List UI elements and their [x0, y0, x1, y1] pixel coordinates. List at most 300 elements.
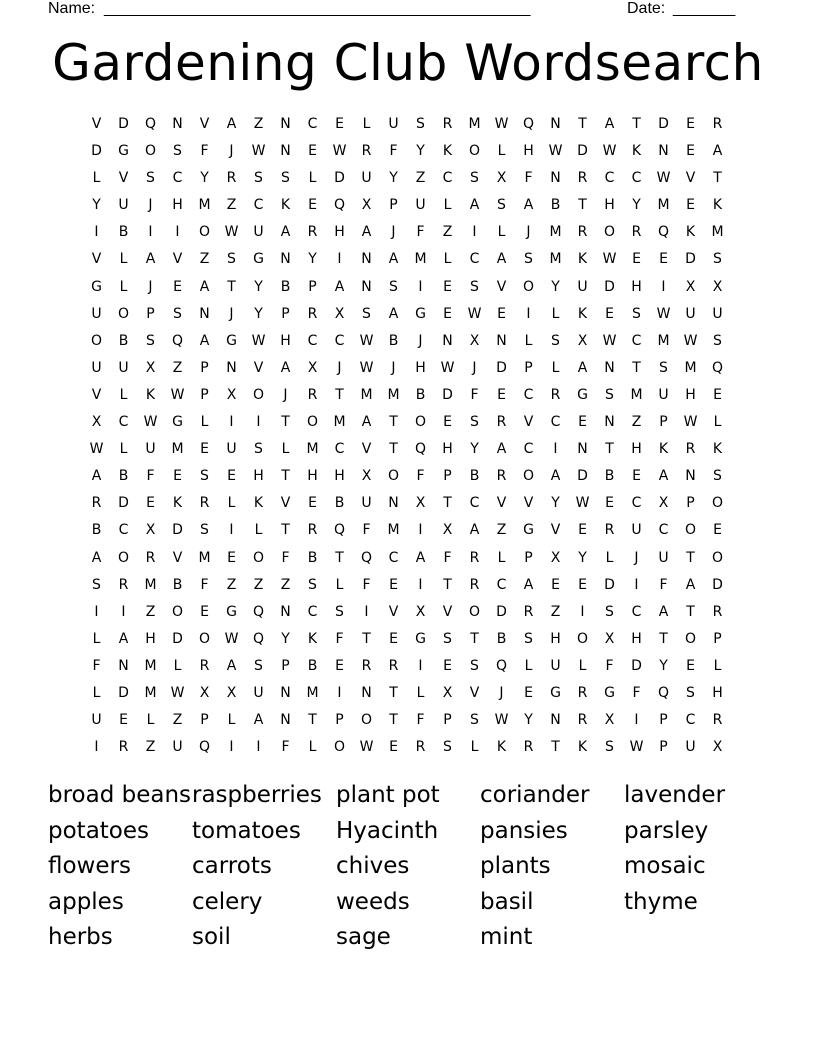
- grid-letter[interactable]: X: [604, 712, 615, 729]
- grid-letter[interactable]: S: [659, 359, 668, 376]
- grid-letter[interactable]: J: [229, 305, 234, 322]
- grid-letter[interactable]: Z: [253, 576, 264, 593]
- grid-letter[interactable]: V: [118, 170, 129, 187]
- grid-letter[interactable]: T: [389, 684, 398, 701]
- grid-letter[interactable]: U: [685, 305, 696, 322]
- grid-letter[interactable]: D: [118, 684, 129, 701]
- grid-letter[interactable]: N: [361, 251, 372, 268]
- grid-letter[interactable]: W: [251, 143, 266, 160]
- grid-letter[interactable]: L: [146, 712, 155, 729]
- grid-letter[interactable]: O: [360, 712, 373, 729]
- grid-letter[interactable]: L: [200, 414, 209, 431]
- grid-letter[interactable]: S: [443, 739, 452, 756]
- grid-letter[interactable]: X: [334, 305, 345, 322]
- grid-letter[interactable]: E: [686, 116, 695, 132]
- grid-letter[interactable]: X: [712, 278, 723, 295]
- grid-letter[interactable]: W: [359, 359, 374, 376]
- grid-letter[interactable]: M: [144, 657, 157, 674]
- grid-letter[interactable]: Z: [253, 116, 264, 132]
- grid-letter[interactable]: I: [634, 712, 639, 729]
- grid-letter[interactable]: N: [658, 143, 669, 160]
- grid-letter[interactable]: T: [389, 441, 398, 458]
- grid-letter[interactable]: Z: [631, 414, 642, 431]
- grid-letter[interactable]: O: [684, 522, 697, 539]
- grid-letter[interactable]: L: [173, 657, 182, 674]
- grid-letter[interactable]: C: [658, 522, 669, 539]
- grid-letter[interactable]: P: [659, 712, 668, 729]
- grid-letter[interactable]: X: [307, 359, 318, 376]
- grid-letter[interactable]: J: [526, 224, 531, 241]
- grid-letter[interactable]: W: [143, 414, 158, 431]
- grid-letter[interactable]: C: [685, 712, 696, 729]
- grid-letter[interactable]: F: [443, 549, 452, 566]
- grid-letter[interactable]: E: [443, 278, 452, 295]
- grid-letter[interactable]: G: [172, 414, 183, 431]
- grid-letter[interactable]: Q: [711, 359, 724, 376]
- grid-letter[interactable]: I: [418, 576, 423, 593]
- grid-letter[interactable]: K: [577, 739, 588, 756]
- grid-letter[interactable]: O: [684, 630, 697, 647]
- grid-letter[interactable]: T: [713, 170, 722, 187]
- grid-letter[interactable]: F: [659, 576, 668, 593]
- grid-letter[interactable]: O: [603, 224, 616, 241]
- grid-letter[interactable]: R: [577, 712, 588, 729]
- grid-letter[interactable]: B: [307, 657, 318, 674]
- grid-letter[interactable]: A: [280, 224, 291, 241]
- grid-letter[interactable]: F: [416, 468, 425, 485]
- grid-letter[interactable]: T: [632, 116, 641, 132]
- grid-letter[interactable]: A: [577, 359, 588, 376]
- grid-letter[interactable]: L: [470, 739, 479, 756]
- grid-letter[interactable]: W: [683, 332, 698, 349]
- grid-letter[interactable]: S: [227, 251, 236, 268]
- grid-letter[interactable]: E: [173, 278, 182, 295]
- grid-letter[interactable]: B: [550, 197, 561, 214]
- grid-letter[interactable]: R: [496, 468, 507, 485]
- grid-letter[interactable]: V: [496, 278, 507, 295]
- grid-letter[interactable]: V: [91, 386, 102, 403]
- grid-letter[interactable]: S: [443, 630, 452, 647]
- grid-letter[interactable]: F: [281, 549, 290, 566]
- grid-letter[interactable]: J: [229, 143, 234, 160]
- grid-letter[interactable]: N: [577, 441, 588, 458]
- grid-letter[interactable]: X: [604, 630, 615, 647]
- grid-letter[interactable]: X: [145, 522, 156, 539]
- grid-letter[interactable]: L: [578, 657, 587, 674]
- grid-letter[interactable]: Q: [657, 224, 670, 241]
- grid-letter[interactable]: B: [307, 549, 318, 566]
- grid-letter[interactable]: E: [443, 657, 452, 674]
- grid-letter[interactable]: T: [470, 630, 479, 647]
- grid-letter[interactable]: Z: [226, 576, 237, 593]
- grid-letter[interactable]: P: [659, 739, 668, 756]
- grid-letter[interactable]: X: [145, 359, 156, 376]
- grid-letter[interactable]: N: [442, 332, 453, 349]
- grid-letter[interactable]: H: [631, 630, 642, 647]
- grid-letter[interactable]: S: [254, 657, 263, 674]
- grid-letter[interactable]: V: [388, 603, 399, 620]
- grid-letter[interactable]: Q: [252, 630, 265, 647]
- grid-letter[interactable]: R: [199, 657, 210, 674]
- grid-letter[interactable]: U: [118, 197, 129, 214]
- date-field[interactable]: _______: [673, 0, 736, 17]
- grid-letter[interactable]: S: [308, 576, 317, 593]
- grid-letter[interactable]: S: [416, 116, 425, 132]
- grid-letter[interactable]: Y: [551, 495, 560, 512]
- grid-letter[interactable]: D: [712, 576, 723, 593]
- grid-letter[interactable]: U: [550, 657, 561, 674]
- grid-letter[interactable]: B: [496, 630, 507, 647]
- grid-letter[interactable]: R: [469, 549, 480, 566]
- grid-letter[interactable]: T: [686, 549, 695, 566]
- grid-letter[interactable]: J: [418, 332, 423, 349]
- grid-letter[interactable]: T: [686, 603, 695, 620]
- grid-letter[interactable]: N: [280, 684, 291, 701]
- grid-letter[interactable]: G: [415, 630, 426, 647]
- grid-letter[interactable]: E: [497, 386, 506, 403]
- grid-letter[interactable]: Q: [522, 116, 535, 132]
- grid-letter[interactable]: Z: [172, 712, 183, 729]
- grid-letter[interactable]: O: [198, 224, 211, 241]
- grid-letter[interactable]: V: [91, 116, 102, 132]
- grid-letter[interactable]: D: [496, 603, 507, 620]
- grid-letter[interactable]: W: [683, 414, 698, 431]
- grid-letter[interactable]: H: [631, 441, 642, 458]
- grid-letter[interactable]: P: [200, 712, 209, 729]
- grid-letter[interactable]: L: [254, 522, 263, 539]
- grid-letter[interactable]: K: [631, 143, 642, 160]
- grid-letter[interactable]: H: [550, 630, 561, 647]
- grid-letter[interactable]: V: [361, 441, 372, 458]
- grid-letter[interactable]: O: [387, 468, 400, 485]
- grid-letter[interactable]: F: [605, 657, 614, 674]
- grid-letter[interactable]: S: [497, 197, 506, 214]
- grid-letter[interactable]: S: [605, 603, 614, 620]
- grid-letter[interactable]: Y: [470, 441, 479, 458]
- grid-letter[interactable]: H: [145, 630, 156, 647]
- grid-letter[interactable]: L: [713, 657, 722, 674]
- grid-letter[interactable]: M: [198, 549, 211, 566]
- grid-letter[interactable]: W: [467, 305, 482, 322]
- grid-letter[interactable]: J: [283, 386, 288, 403]
- grid-letter[interactable]: B: [469, 468, 480, 485]
- grid-letter[interactable]: D: [658, 116, 669, 132]
- grid-letter[interactable]: E: [389, 630, 398, 647]
- grid-letter[interactable]: C: [334, 441, 345, 458]
- grid-letter[interactable]: H: [523, 143, 534, 160]
- grid-letter[interactable]: D: [172, 630, 183, 647]
- grid-letter[interactable]: B: [334, 495, 345, 512]
- grid-letter[interactable]: Y: [551, 278, 560, 295]
- grid-letter[interactable]: B: [118, 332, 129, 349]
- grid-letter[interactable]: Q: [333, 197, 346, 214]
- grid-letter[interactable]: M: [414, 251, 427, 268]
- grid-letter[interactable]: W: [359, 332, 374, 349]
- grid-letter[interactable]: Q: [414, 441, 427, 458]
- grid-letter[interactable]: Z: [145, 603, 156, 620]
- grid-letter[interactable]: E: [605, 305, 614, 322]
- grid-letter[interactable]: Z: [280, 576, 291, 593]
- grid-letter[interactable]: Z: [496, 522, 507, 539]
- grid-letter[interactable]: M: [387, 522, 400, 539]
- grid-letter[interactable]: E: [686, 197, 695, 214]
- grid-letter[interactable]: E: [632, 251, 641, 268]
- grid-letter[interactable]: L: [524, 657, 533, 674]
- grid-letter[interactable]: E: [605, 495, 614, 512]
- grid-letter[interactable]: J: [148, 197, 153, 214]
- grid-letter[interactable]: K: [685, 224, 696, 241]
- grid-letter[interactable]: W: [656, 305, 671, 322]
- grid-letter[interactable]: R: [307, 224, 318, 241]
- grid-letter[interactable]: I: [526, 305, 531, 322]
- grid-letter[interactable]: E: [200, 603, 209, 620]
- grid-letter[interactable]: V: [685, 170, 696, 187]
- grid-letter[interactable]: L: [443, 251, 452, 268]
- grid-letter[interactable]: E: [578, 522, 587, 539]
- grid-letter[interactable]: V: [280, 495, 291, 512]
- grid-letter[interactable]: L: [92, 684, 101, 701]
- grid-letter[interactable]: Z: [226, 197, 237, 214]
- grid-letter[interactable]: J: [391, 224, 396, 241]
- grid-letter[interactable]: X: [496, 170, 507, 187]
- grid-letter[interactable]: C: [496, 576, 507, 593]
- grid-letter[interactable]: Y: [281, 630, 290, 647]
- grid-letter[interactable]: L: [119, 386, 128, 403]
- grid-letter[interactable]: T: [227, 278, 236, 295]
- grid-letter[interactable]: W: [494, 712, 509, 729]
- grid-letter[interactable]: X: [712, 739, 723, 756]
- grid-letter[interactable]: U: [91, 305, 102, 322]
- grid-letter[interactable]: P: [389, 197, 398, 214]
- grid-letter[interactable]: R: [388, 657, 399, 674]
- grid-letter[interactable]: R: [631, 224, 642, 241]
- name-field[interactable]: _________________________________________________: [104, 0, 531, 17]
- grid-letter[interactable]: O: [333, 739, 346, 756]
- grid-letter[interactable]: U: [253, 224, 264, 241]
- grid-letter[interactable]: O: [117, 549, 130, 566]
- grid-letter[interactable]: W: [251, 332, 266, 349]
- grid-letter[interactable]: A: [550, 468, 561, 485]
- grid-letter[interactable]: A: [253, 712, 264, 729]
- grid-letter[interactable]: M: [549, 251, 562, 268]
- grid-letter[interactable]: P: [335, 712, 344, 729]
- grid-letter[interactable]: P: [443, 712, 452, 729]
- grid-letter[interactable]: N: [604, 414, 615, 431]
- grid-letter[interactable]: W: [224, 224, 239, 241]
- grid-letter[interactable]: I: [661, 278, 666, 295]
- grid-letter[interactable]: R: [577, 170, 588, 187]
- grid-letter[interactable]: Z: [199, 251, 210, 268]
- grid-letter[interactable]: O: [711, 549, 724, 566]
- grid-letter[interactable]: S: [173, 305, 182, 322]
- grid-letter[interactable]: N: [280, 116, 291, 132]
- grid-letter[interactable]: C: [172, 170, 183, 187]
- grid-letter[interactable]: N: [685, 468, 696, 485]
- grid-letter[interactable]: Y: [389, 170, 398, 187]
- grid-letter[interactable]: X: [550, 549, 561, 566]
- grid-letter[interactable]: O: [252, 386, 265, 403]
- grid-letter[interactable]: J: [337, 359, 342, 376]
- grid-letter[interactable]: D: [685, 251, 696, 268]
- grid-letter[interactable]: W: [656, 170, 671, 187]
- grid-letter[interactable]: E: [227, 468, 236, 485]
- grid-letter[interactable]: S: [362, 305, 371, 322]
- grid-letter[interactable]: S: [470, 657, 479, 674]
- grid-letter[interactable]: C: [442, 170, 453, 187]
- grid-letter[interactable]: N: [118, 657, 129, 674]
- grid-letter[interactable]: C: [307, 332, 318, 349]
- grid-letter[interactable]: K: [712, 441, 723, 458]
- grid-letter[interactable]: F: [362, 522, 371, 539]
- grid-letter[interactable]: Q: [333, 522, 346, 539]
- grid-letter[interactable]: E: [686, 143, 695, 160]
- grid-letter[interactable]: W: [494, 116, 509, 132]
- grid-letter[interactable]: T: [578, 116, 587, 132]
- grid-letter[interactable]: R: [712, 603, 723, 620]
- grid-letter[interactable]: D: [91, 143, 102, 160]
- grid-letter[interactable]: D: [577, 143, 588, 160]
- grid-letter[interactable]: T: [659, 630, 668, 647]
- grid-letter[interactable]: M: [144, 684, 157, 701]
- grid-letter[interactable]: I: [256, 739, 261, 756]
- grid-letter[interactable]: V: [172, 251, 183, 268]
- grid-letter[interactable]: D: [172, 522, 183, 539]
- grid-letter[interactable]: N: [226, 359, 237, 376]
- grid-letter[interactable]: C: [550, 414, 561, 431]
- grid-letter[interactable]: I: [229, 414, 234, 431]
- grid-letter[interactable]: M: [657, 197, 670, 214]
- grid-letter[interactable]: F: [146, 468, 155, 485]
- grid-letter[interactable]: G: [226, 332, 237, 349]
- grid-letter[interactable]: L: [497, 143, 506, 160]
- grid-letter[interactable]: T: [578, 197, 587, 214]
- grid-letter[interactable]: L: [308, 739, 317, 756]
- grid-letter[interactable]: S: [200, 468, 209, 485]
- grid-letter[interactable]: W: [170, 386, 185, 403]
- grid-letter[interactable]: Y: [308, 251, 317, 268]
- grid-letter[interactable]: Q: [252, 603, 265, 620]
- grid-letter[interactable]: S: [92, 576, 101, 593]
- grid-letter[interactable]: T: [281, 522, 290, 539]
- grid-letter[interactable]: U: [226, 441, 237, 458]
- grid-letter[interactable]: U: [91, 359, 102, 376]
- grid-letter[interactable]: H: [307, 468, 318, 485]
- grid-letter[interactable]: O: [468, 143, 481, 160]
- grid-letter[interactable]: A: [145, 251, 156, 268]
- grid-letter[interactable]: L: [362, 116, 371, 132]
- grid-letter[interactable]: A: [658, 603, 669, 620]
- grid-letter[interactable]: B: [280, 278, 291, 295]
- grid-letter[interactable]: U: [415, 197, 426, 214]
- grid-letter[interactable]: V: [523, 495, 534, 512]
- grid-letter[interactable]: F: [416, 712, 425, 729]
- grid-letter[interactable]: H: [631, 278, 642, 295]
- grid-letter[interactable]: W: [170, 684, 185, 701]
- grid-letter[interactable]: X: [91, 414, 102, 431]
- grid-letter[interactable]: D: [118, 116, 129, 132]
- grid-letter[interactable]: E: [146, 495, 155, 512]
- grid-letter[interactable]: E: [308, 495, 317, 512]
- grid-letter[interactable]: I: [337, 684, 342, 701]
- grid-letter[interactable]: L: [551, 359, 560, 376]
- grid-letter[interactable]: R: [226, 170, 237, 187]
- grid-letter[interactable]: A: [685, 576, 696, 593]
- grid-letter[interactable]: A: [118, 630, 129, 647]
- grid-letter[interactable]: O: [414, 414, 427, 431]
- grid-letter[interactable]: B: [388, 332, 399, 349]
- grid-letter[interactable]: V: [550, 522, 561, 539]
- grid-letter[interactable]: U: [145, 441, 156, 458]
- grid-letter[interactable]: X: [658, 495, 669, 512]
- grid-letter[interactable]: A: [523, 576, 534, 593]
- grid-letter[interactable]: I: [229, 522, 234, 539]
- grid-letter[interactable]: T: [281, 414, 290, 431]
- grid-letter[interactable]: U: [712, 305, 723, 322]
- grid-letter[interactable]: N: [550, 170, 561, 187]
- grid-letter[interactable]: A: [226, 657, 237, 674]
- grid-letter[interactable]: G: [577, 386, 588, 403]
- grid-letter[interactable]: M: [387, 386, 400, 403]
- grid-letter[interactable]: U: [361, 495, 372, 512]
- grid-letter[interactable]: O: [90, 332, 103, 349]
- grid-letter[interactable]: E: [119, 712, 128, 729]
- grid-letter[interactable]: W: [224, 630, 239, 647]
- grid-letter[interactable]: M: [657, 332, 670, 349]
- grid-letter[interactable]: M: [171, 441, 184, 458]
- grid-letter[interactable]: H: [415, 359, 426, 376]
- grid-letter[interactable]: P: [524, 359, 533, 376]
- grid-letter[interactable]: C: [334, 332, 345, 349]
- grid-letter[interactable]: T: [335, 549, 344, 566]
- grid-letter[interactable]: S: [200, 522, 209, 539]
- grid-letter[interactable]: H: [334, 224, 345, 241]
- grid-letter[interactable]: O: [576, 630, 589, 647]
- grid-letter[interactable]: R: [523, 603, 534, 620]
- grid-letter[interactable]: E: [443, 414, 452, 431]
- grid-letter[interactable]: A: [469, 197, 480, 214]
- grid-letter[interactable]: I: [94, 739, 99, 756]
- grid-letter[interactable]: M: [360, 386, 373, 403]
- grid-letter[interactable]: S: [281, 170, 290, 187]
- grid-letter[interactable]: Q: [144, 116, 157, 132]
- grid-letter[interactable]: A: [334, 278, 345, 295]
- grid-letter[interactable]: S: [173, 143, 182, 160]
- grid-letter[interactable]: S: [632, 305, 641, 322]
- grid-letter[interactable]: A: [388, 305, 399, 322]
- grid-letter[interactable]: C: [469, 495, 480, 512]
- grid-letter[interactable]: G: [118, 143, 129, 160]
- grid-letter[interactable]: E: [713, 522, 722, 539]
- grid-letter[interactable]: W: [548, 143, 563, 160]
- grid-letter[interactable]: M: [333, 414, 346, 431]
- grid-letter[interactable]: U: [658, 549, 669, 566]
- grid-letter[interactable]: O: [306, 414, 319, 431]
- grid-letter[interactable]: E: [443, 305, 452, 322]
- grid-letter[interactable]: R: [577, 224, 588, 241]
- grid-letter[interactable]: A: [388, 251, 399, 268]
- grid-letter[interactable]: S: [713, 251, 722, 268]
- grid-letter[interactable]: I: [418, 657, 423, 674]
- grid-letter[interactable]: T: [443, 495, 452, 512]
- grid-letter[interactable]: O: [198, 630, 211, 647]
- grid-letter[interactable]: S: [713, 332, 722, 349]
- grid-letter[interactable]: L: [119, 441, 128, 458]
- grid-letter[interactable]: R: [442, 116, 453, 132]
- grid-letter[interactable]: E: [659, 251, 668, 268]
- grid-letter[interactable]: C: [631, 170, 642, 187]
- grid-letter[interactable]: U: [577, 278, 588, 295]
- grid-letter[interactable]: E: [200, 441, 209, 458]
